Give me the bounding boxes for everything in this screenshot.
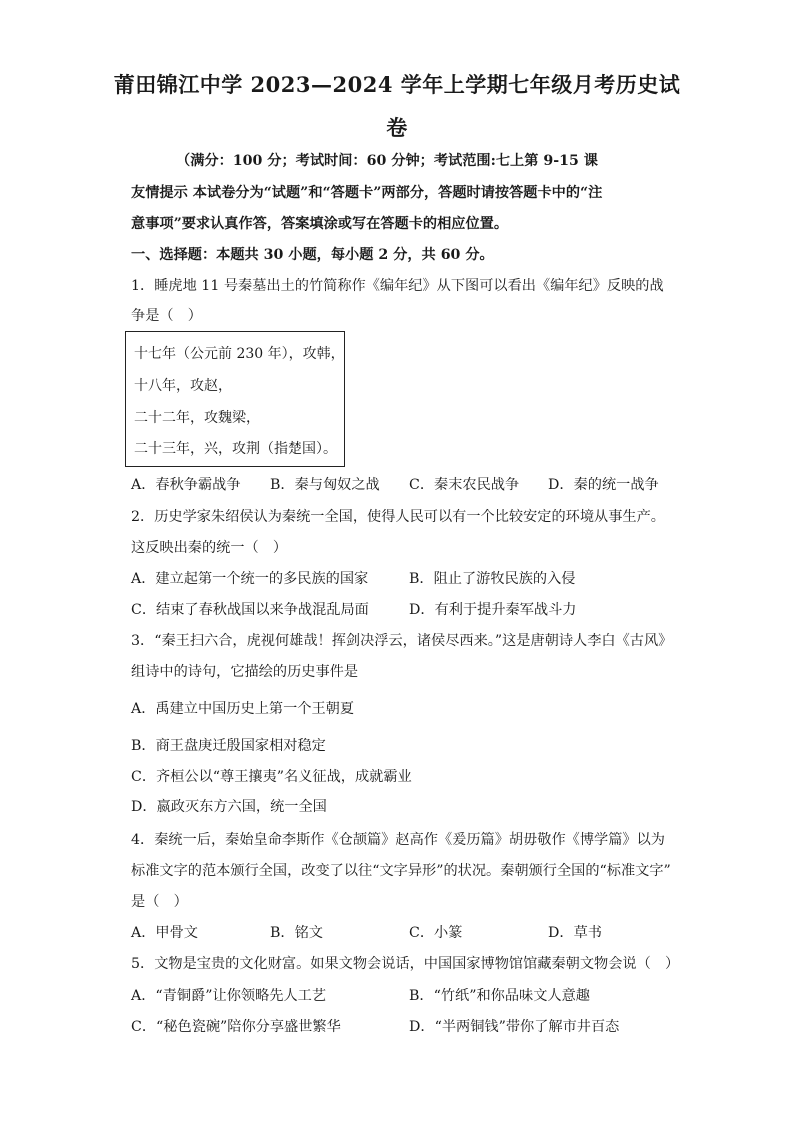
q5-option-b: B．“竹纸”和你品味文人意趣 [409, 988, 590, 1004]
q2-stem-line1: 2．历史学家朱绍侯认为秦统一全国，使得人民可以有一个比较安定的环境从事生产。 [131, 509, 665, 525]
exam-title-line2: 卷 [386, 115, 408, 140]
q3-stem-line2: 组诗中的诗句，它描绘的历史事件是 [131, 664, 359, 680]
q4-stem-line2: 标准文字的范本颁行全国，改变了以往“文字异形”的状况。秦朝颁行全国的“标准文字” [131, 863, 671, 879]
q4-option-a: A．甲骨文 [131, 925, 198, 941]
q1-option-b: B．秦与匈奴之战 [270, 477, 380, 493]
q5-option-c: C．“秘色瓷碗”陪你分享盛世繁华 [131, 1019, 341, 1035]
q5-stem-line1: 5．文物是宝贵的文化财富。如果文物会说话，中国国家博物馆馆藏秦朝文物会说（ ） [131, 956, 680, 972]
q2-option-c: C．结束了春秋战国以来争战混乱局面 [131, 602, 369, 618]
q2-option-d: D．有利于提升秦军战斗力 [409, 602, 577, 618]
q3-stem-line1: 3．“秦王扫六合，虎视何雄哉！挥剑决浮云，诸侯尽西来。”这是唐朝诗人李白《古风》 [131, 633, 673, 649]
notice-line2: 意事项”要求认真作答，答案填涂或写在答题卡的相应位置。 [131, 216, 509, 232]
q1-box-line2: 十八年，攻赵， [134, 378, 232, 394]
q1-option-d: D．秦的统一战争 [548, 477, 659, 493]
q1-option-a: A．春秋争霸战争 [131, 477, 241, 493]
q5-option-d: D．“半两铜钱”带你了解市井百态 [409, 1019, 620, 1035]
q4-option-b: B．铭文 [270, 925, 323, 941]
q3-option-d: D．嬴政灭东方六国，统一全国 [131, 799, 327, 815]
q3-option-c: C．齐桓公以“尊王攘夷”名义征战，成就霸业 [131, 769, 412, 785]
q4-stem-line3: 是（ ） [131, 894, 188, 910]
q1-option-c: C．秦末农民战争 [409, 477, 520, 493]
section-heading: 一、选择题：本题共 30 小题，每小题 2 分，共 60 分。 [131, 247, 494, 263]
q1-box-line1: 十七年（公元前 230 年），攻韩， [134, 346, 345, 362]
q4-option-d: D．草书 [548, 925, 602, 941]
q4-option-c: C．小篆 [409, 925, 463, 941]
q1-source-box [125, 331, 345, 467]
q5-option-a: A．“青铜爵”让你领略先人工艺 [131, 988, 327, 1004]
q3-option-a: A．禹建立中国历史上第一个王朝夏 [131, 701, 355, 717]
exam-title-line1: 莆田锦江中学 2023—2024 学年上学期七年级月考历史试 [113, 72, 681, 97]
exam-info: （满分：100 分；考试时间：60 分钟；考试范围:七上第 9-15 课 [176, 153, 598, 169]
q1-stem-line1: 1．睡虎地 11 号秦墓出土的竹简称作《编年纪》从下图可以看出《编年纪》反映的战 [131, 278, 664, 294]
q3-option-b: B．商王盘庚迁殷国家相对稳定 [131, 738, 326, 754]
q2-option-b: B．阻止了游牧民族的入侵 [409, 571, 576, 587]
q1-box-line3: 二十二年，攻魏梁， [134, 410, 260, 426]
q1-box-line4: 二十三年，兴，攻荆（指楚国）。 [134, 441, 337, 457]
q4-stem-line1: 4．秦统一后，秦始皇命李斯作《仓颉篇》赵高作《爰历篇》胡毋敬作《博学篇》以为 [131, 832, 665, 848]
notice-line1: 友情提示 本试卷分为“试题”和“答题卡”两部分，答题时请按答题卡中的“注 [131, 185, 603, 201]
q2-stem-line2: 这反映出秦的统一（ ） [131, 540, 288, 556]
q1-stem-line2: 争是（ ） [131, 308, 202, 324]
q2-option-a: A．建立起第一个统一的多民族的国家 [131, 571, 369, 587]
